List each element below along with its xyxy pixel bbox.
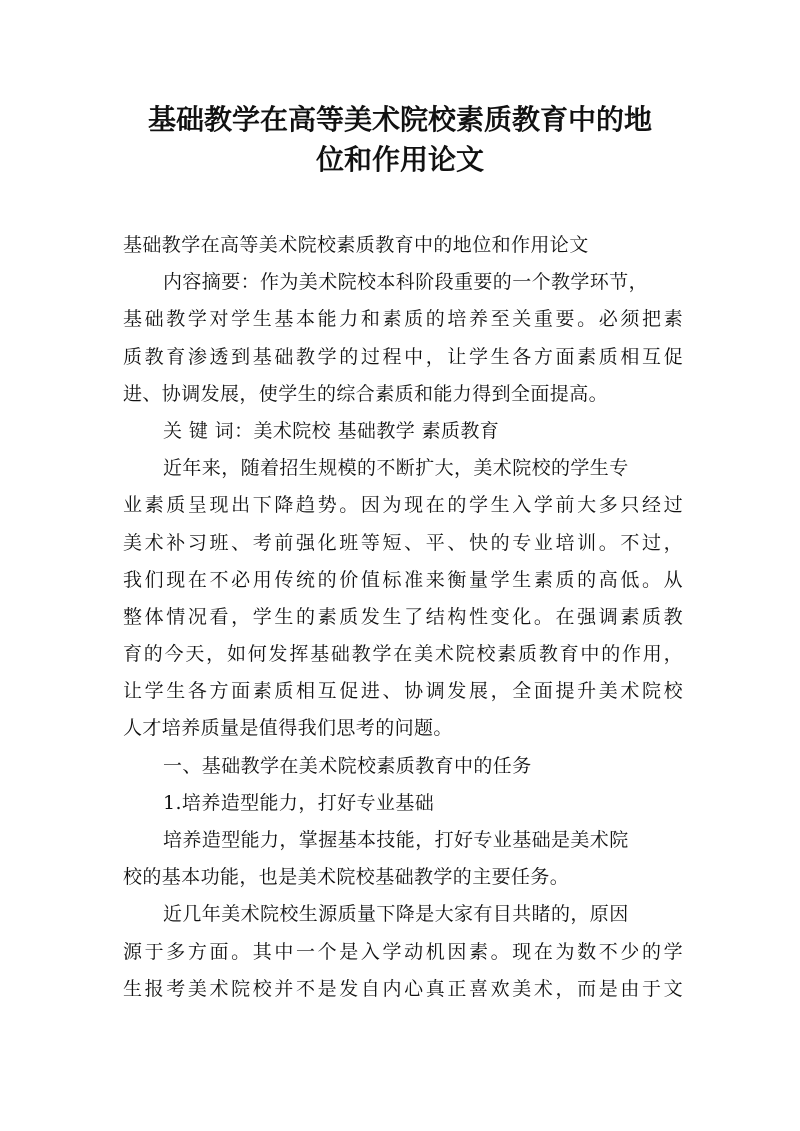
paragraph-line: 让学生各方面素质相互促进、协调发展，全面提升美术院校 [123, 680, 683, 703]
paragraph-line: 校的基本功能，也是美术院校基础教学的主要任务。 [123, 866, 570, 889]
section-heading: 一、基础教学在美术院校素质教育中的任务 [163, 754, 532, 777]
paragraph-line: 整体情况看，学生的素质发生了结构性变化。在强调素质教 [123, 605, 683, 628]
paragraph-line: 源于多方面。其中一个是入学动机因素。现在为数不少的学 [123, 940, 683, 963]
paragraph-line: 生报考美术院校并不是发自内心真正喜欢美术，而是由于文 [123, 977, 683, 1000]
document-title-line-2: 位和作用论文 [315, 143, 484, 176]
document-body [123, 227, 683, 1008]
subtitle-line: 基础教学在高等美术院校素质教育中的地位和作用论文 [123, 234, 589, 256]
paragraph-line: 美术补习班、考前强化班等短、平、快的专业培训。不过， [123, 531, 683, 554]
paragraph-line: 培养造型能力，掌握基本技能，打好专业基础是美术院 [163, 829, 629, 851]
abstract-line: 基础教学对学生基本能力和素质的培养至关重要。必须把素 [123, 308, 683, 331]
paragraph-line: 人才培养质量是值得我们思考的问题。 [123, 717, 453, 740]
keywords-line: 关 键 词：美术院校 基础教学 素质教育 [163, 419, 500, 442]
abstract-line: 质教育渗透到基础教学的过程中，让学生各方面素质相互促 [123, 345, 683, 368]
abstract-line: 进、协调发展，使学生的综合素质和能力得到全面提高。 [123, 382, 609, 405]
paragraph-line: 我们现在不必用传统的价值标准来衡量学生素质的高低。从 [123, 568, 683, 591]
paragraph-line: 近几年美术院校生源质量下降是大家有目共睹的，原因 [163, 903, 629, 926]
paragraph-line: 业素质呈现出下降趋势。因为现在的学生入学前大多只经过 [123, 494, 683, 517]
document-title-line-1: 基础教学在高等美术院校素质教育中的地 [147, 103, 652, 136]
subsection-heading: 1.培养造型能力，打好专业基础 [163, 791, 435, 814]
paragraph-line: 近年来，随着招生规模的不断扩大，美术院校的学生专 [163, 457, 629, 480]
paragraph-line: 育的今天，如何发挥基础教学在美术院校素质教育中的作用， [123, 643, 683, 666]
abstract-line: 内容摘要：作为美术院校本科阶段重要的一个教学环节， [163, 271, 649, 294]
